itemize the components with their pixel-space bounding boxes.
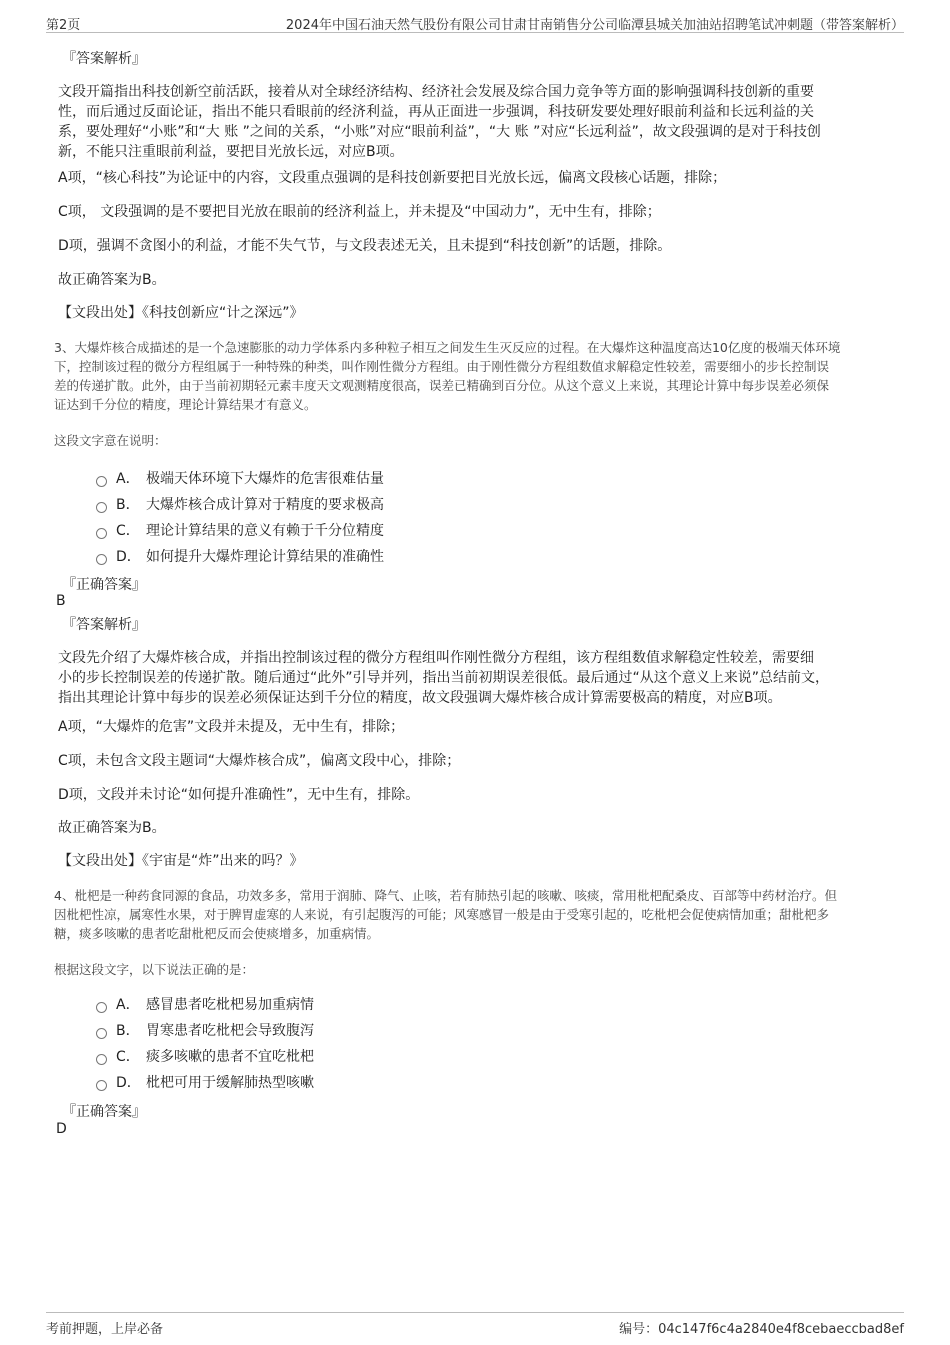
option-letter: D．: [116, 1075, 141, 1091]
q2-source: 【文段出处】《科技创新应“计之深远”》: [58, 305, 304, 321]
option-text: 痰多咳嗽的患者不宜吃枇杷: [146, 1049, 314, 1065]
q3-stem-line: 证达到千分位的精度，理论计算结果才有意义。: [54, 397, 317, 412]
option-text: 胃寒患者吃枇杷会导致腹泻: [146, 1023, 314, 1039]
q2-analysis-line: 文段开篇指出科技创新空前活跃，接着从对全球经济结构、经济社会发展及综合国力竞争等方面的影响强调科技创新的重要: [58, 84, 814, 100]
q4-stem: [54, 886, 904, 943]
radio-icon[interactable]: [96, 1054, 107, 1065]
q4-option-a[interactable]: [96, 994, 314, 1014]
option-text: 感冒患者吃枇杷易加重病情: [146, 997, 314, 1013]
q3-note-a: A项，“大爆炸的危害”文段并未提及，无中生有，排除；: [58, 719, 405, 735]
radio-icon[interactable]: [96, 476, 107, 487]
q2-analysis: [58, 82, 898, 162]
radio-icon[interactable]: [96, 528, 107, 539]
q3-analysis-line: 小的步长控制误差的传递扩散。随后通过“此外”引导并列，指出当前初期误差很低。最后通过“从这个意义上来说”总结前文，: [58, 670, 830, 686]
q3-source: 【文段出处】《宇宙是“炸”出来的吗？》: [58, 853, 304, 869]
q4-prompt: 根据这段文字，以下说法正确的是：: [54, 962, 255, 977]
q3-conclusion: 故正确答案为B。: [58, 820, 166, 836]
q3-answer: B: [56, 593, 66, 609]
q3-analysis-label: 『答案解析』: [62, 617, 146, 633]
option-letter: A．: [116, 471, 140, 487]
q3-analysis: [58, 648, 898, 708]
radio-icon[interactable]: [96, 502, 107, 513]
option-letter: C．: [116, 1049, 140, 1065]
q4-option-d[interactable]: [96, 1072, 314, 1092]
q4-stem-line: 糖，痰多咳嗽的患者吃甜枇杷反而会使痰增多，加重病情。: [54, 926, 380, 941]
option-letter: A．: [116, 997, 140, 1013]
q4-option-b[interactable]: [96, 1020, 314, 1040]
option-letter: B．: [116, 497, 140, 513]
q3-stem-line: 差的传递扩散。此外，由于当前初期轻元素丰度天文观测精度很高，误差已精确到百分位。从这个意义上来说，其理论计算中每步误差必须保: [54, 378, 830, 393]
q3-analysis-line: 文段先介绍了大爆炸核合成，并指出控制该过程的微分方程组叫作刚性微分方程组，该方程组数值求解稳定性较差，需要细: [58, 650, 814, 666]
option-text: 理论计算结果的意义有赖于千分位精度: [146, 523, 384, 539]
option-text: 极端天体环境下大爆炸的危害很难估量: [146, 471, 384, 487]
q3-prompt: 这段文字意在说明：: [54, 433, 167, 448]
q3-option-c[interactable]: [96, 520, 384, 540]
q2-analysis-line: 性，而后通过反面论证，指出不能只看眼前的经济利益，再从正面进一步强调，科技研发要处理好眼前利益和长远利益的关: [58, 104, 814, 120]
radio-icon[interactable]: [96, 1080, 107, 1091]
q3-option-a[interactable]: [96, 468, 384, 488]
option-text: 如何提升大爆炸理论计算结果的准确性: [146, 549, 384, 565]
q3-note-d: D项，文段并未讨论“如何提升准确性”，无中生有，排除。: [58, 787, 420, 803]
q2-analysis-line: 系，要处理好“小账”和“大 账 ”之间的关系，“小账”对应“眼前利益”，“大 账 ”对应“长远利益”，故文段强调的是对于科技创: [58, 124, 821, 140]
q2-analysis-line: 新，不能只注重眼前利益，要把目光放长远，对应B项。: [58, 144, 404, 160]
footer-slogan: 考前押题，上岸必备: [46, 1322, 164, 1337]
page-footer: [46, 1312, 904, 1335]
option-letter: D．: [116, 549, 141, 565]
q3-option-b[interactable]: [96, 494, 384, 514]
q4-stem-line: 4、枇杷是一种药食同源的食品，功效多多，常用于润肺、降气、止咳，若有肺热引起的咳嗽、咳痰，常用枇杷配桑皮、百部等中药材治疗。但: [54, 888, 837, 903]
q2-note-c: C项， 文段强调的是不要把目光放在眼前的经济利益上，并未提及“中国动力”，无中生有，排除；: [58, 204, 661, 220]
q4-stem-line: 因枇杷性凉，属寒性水果，对于脾胃虚寒的人来说，有引起腹泻的可能；风寒感冒一般是由于受寒引起的，吃枇杷会促使病情加重；甜枇杷多: [54, 907, 830, 922]
q4-answer: D: [56, 1121, 67, 1137]
radio-icon[interactable]: [96, 1028, 107, 1039]
option-text: 枇杷可用于缓解肺热型咳嗽: [146, 1075, 314, 1091]
radio-icon[interactable]: [96, 554, 107, 565]
q2-analysis-label: 『答案解析』: [62, 51, 146, 67]
q3-stem: [54, 338, 904, 414]
document-code: 编号：04c147f6c4a2840e4f8cebaeccbad8ef: [619, 1322, 904, 1337]
q3-analysis-line: 指出其理论计算中每步的误差必须保证达到千分位的精度，故文段强调大爆炸核合成计算需要极高的精度，对应B项。: [58, 690, 782, 706]
option-letter: C．: [116, 523, 140, 539]
q3-note-c: C项，未包含文段主题词“大爆炸核合成”，偏离文段中心，排除；: [58, 753, 461, 769]
q3-stem-line: 下，控制该过程的微分方程组属于一种特殊的种类，叫作刚性微分方程组。由于刚性微分方程组数值求解稳定性较差，需要细小的步长控制误: [54, 359, 830, 374]
q4-answer-label: 『正确答案』: [62, 1104, 146, 1120]
document-title: 2024年中国石油天然气股份有限公司甘肃甘南销售分公司临潭县城关加油站招聘笔试冲刺题（带答案解析）: [285, 18, 904, 33]
q3-answer-label: 『正确答案』: [62, 577, 146, 593]
q3-option-d[interactable]: [96, 546, 384, 566]
page-header: [46, 12, 904, 33]
q2-conclusion: 故正确答案为B。: [58, 272, 166, 288]
q2-note-a: A项，“核心科技”为论证中的内容，文段重点强调的是科技创新要把目光放长远，偏离文段核心话题，排除；: [58, 170, 727, 186]
option-text: 大爆炸核合成计算对于精度的要求极高: [146, 497, 384, 513]
radio-icon[interactable]: [96, 1002, 107, 1013]
option-letter: B．: [116, 1023, 140, 1039]
page-number: 第2页: [46, 18, 81, 33]
q4-option-c[interactable]: [96, 1046, 314, 1066]
q2-note-d: D项，强调不贪图小的利益，才能不失气节，与文段表述无关，且未提到“科技创新”的话题，排除。: [58, 238, 672, 254]
q3-stem-line: 3、大爆炸核合成描述的是一个急速膨胀的动力学体系内多种粒子相互之间发生生灭反应的过程。在大爆炸这种温度高达10亿度的极端天体环境: [54, 340, 841, 355]
